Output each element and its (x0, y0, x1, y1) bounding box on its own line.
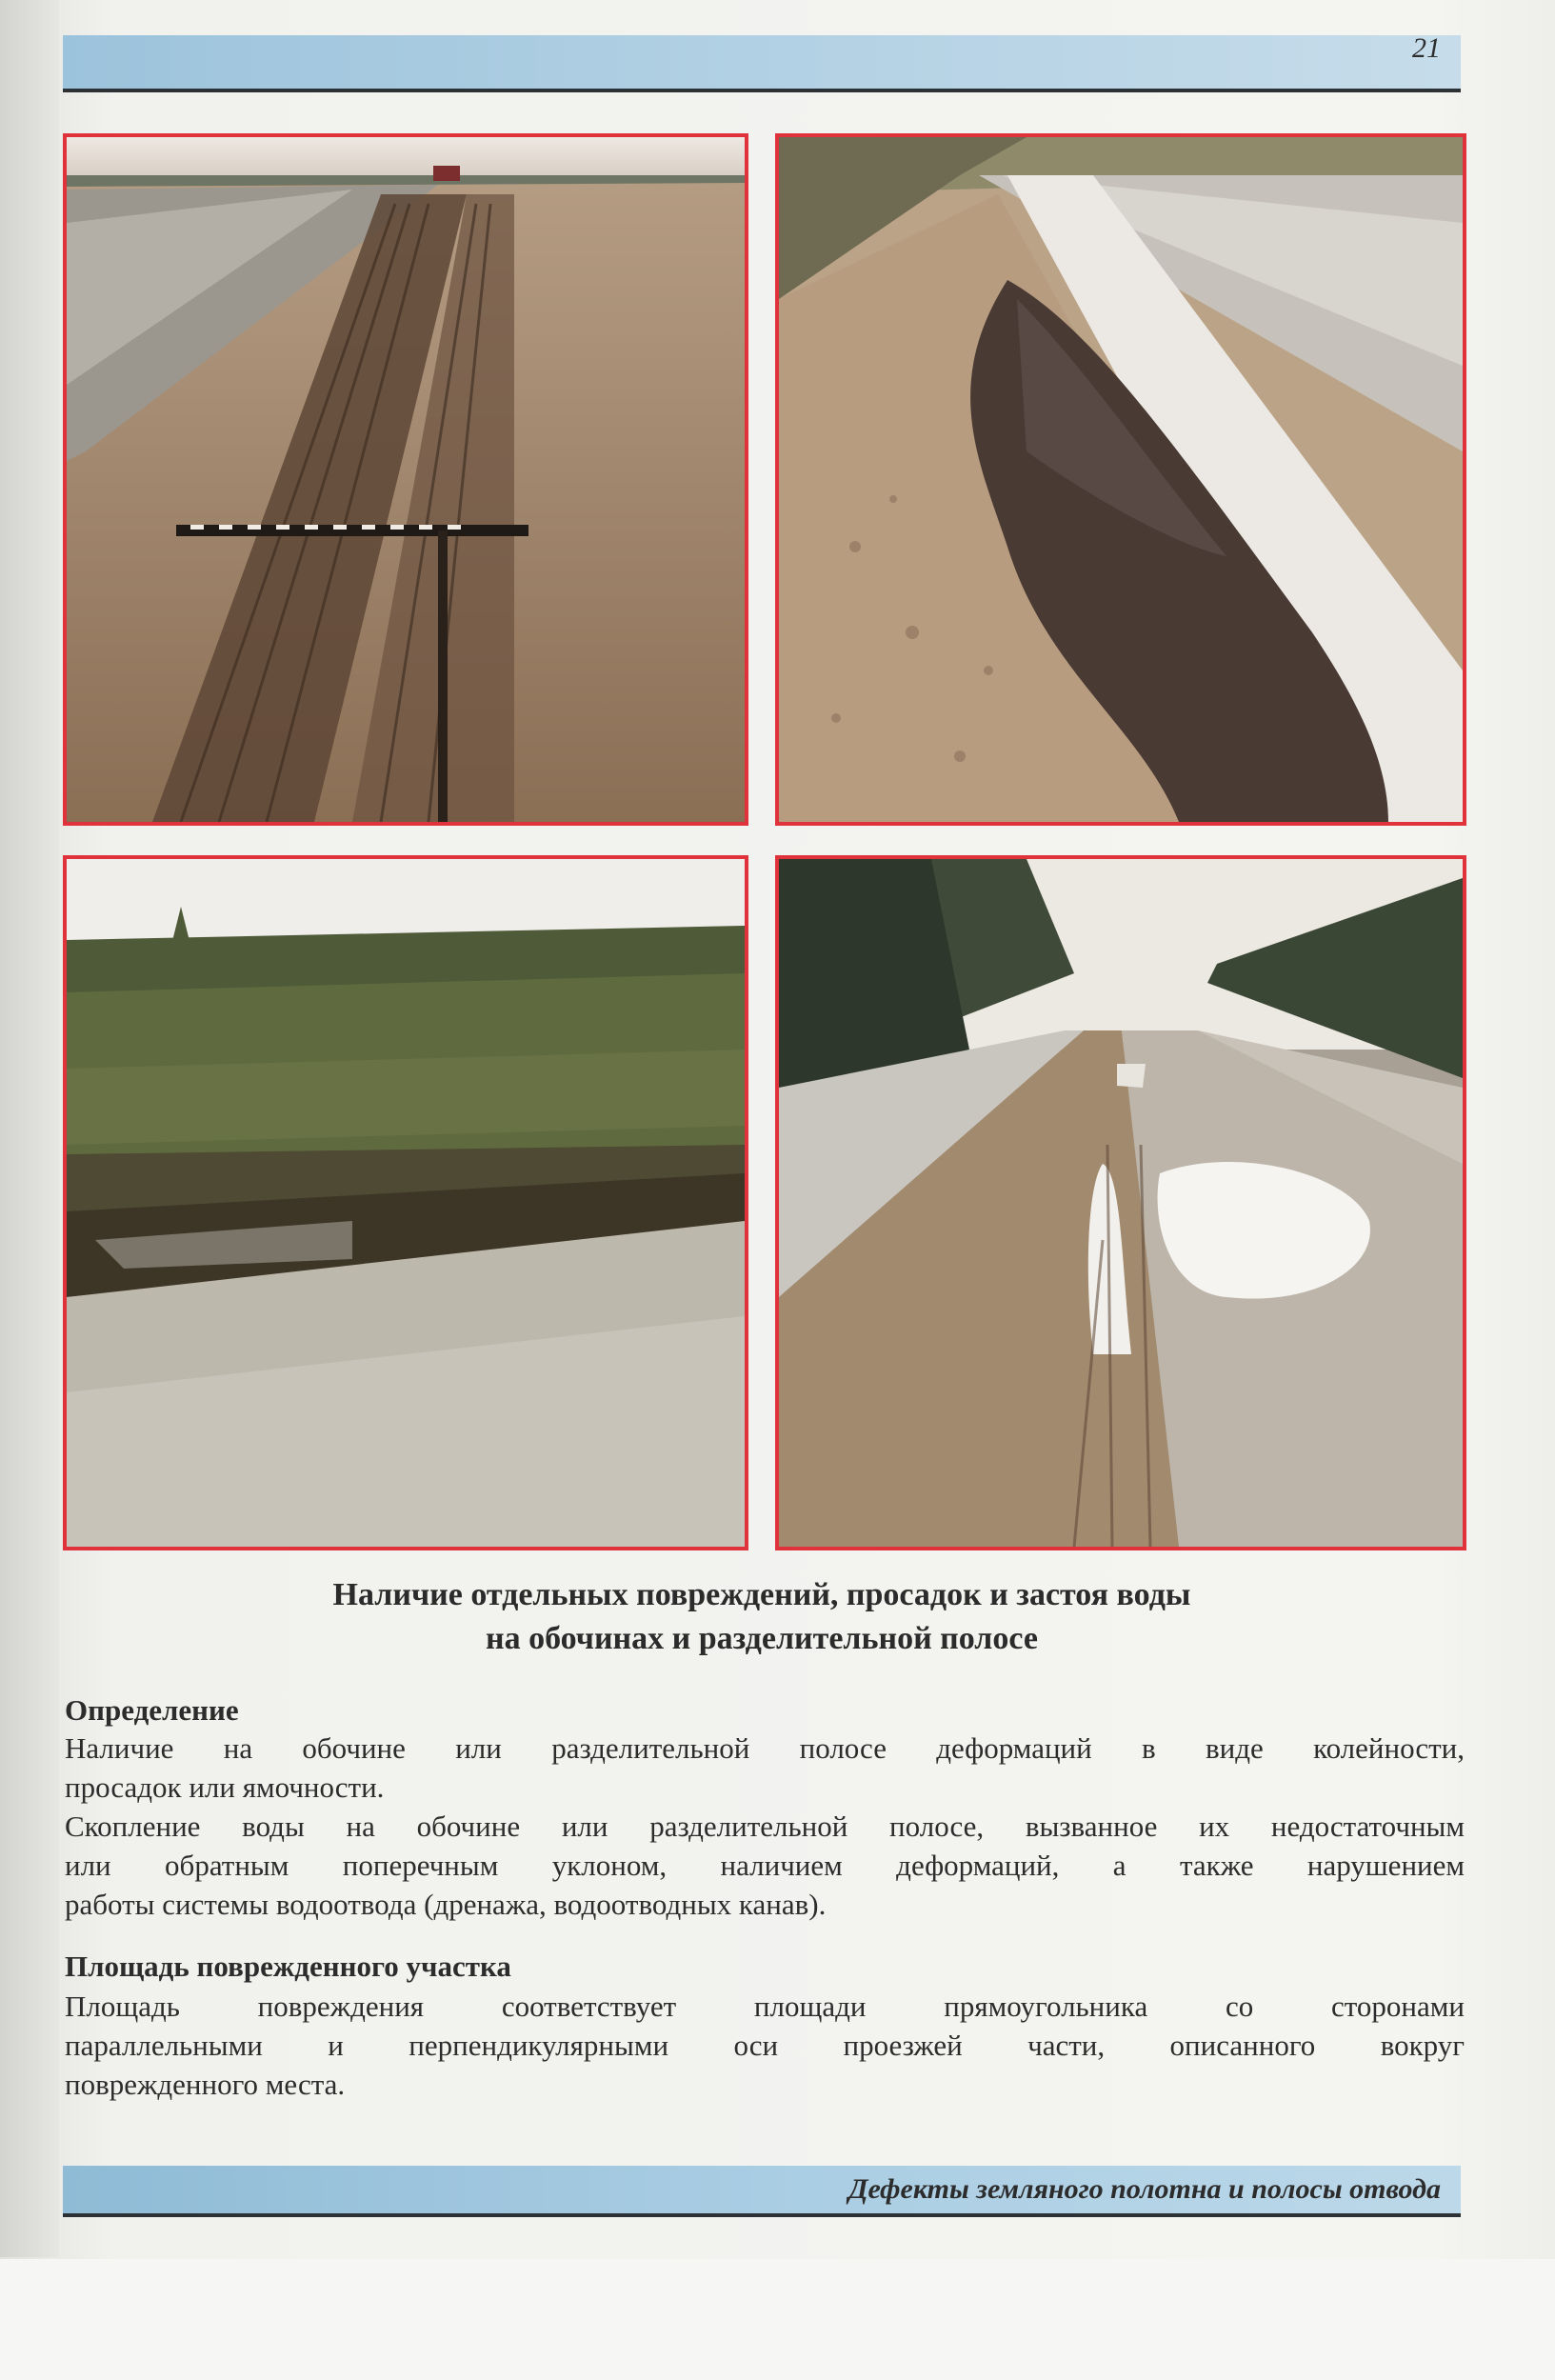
photo-water-on-shoulder (775, 133, 1466, 826)
header-rule (63, 89, 1461, 92)
definition-p2-line-3: работы системы водоотвода (дренажа, водоотводных канав). (65, 1888, 827, 1921)
definition-p2-line-2: или обратным поперечным уклоном, наличием деформаций, а также нарушением (65, 1849, 1465, 1882)
section-title-line-2: на обочинах и разделительной полосе (486, 1621, 1038, 1656)
header-bar (63, 35, 1461, 89)
page-number: 21 (1412, 32, 1441, 64)
section-title-line-1: Наличие отдельных повреждений, просадок и застоя воды (332, 1577, 1191, 1612)
definition-paragraph-1 (65, 1729, 1465, 1807)
section-title (114, 1573, 1409, 1661)
area-heading: Площадь поврежденного участка (65, 1950, 511, 1983)
footer-chapter-title: Дефекты земляного полотна и полосы отвода (847, 2173, 1441, 2205)
definition-p1-line-2: просадок или ямочности. (65, 1770, 385, 1804)
footer-rule (63, 2213, 1461, 2217)
photo-rutted-shoulder (63, 133, 748, 826)
photo-roadside-puddle (63, 855, 748, 1550)
definition-p1-line-1: Наличие на обочине или разделительной полосе деформаций в виде колейности, (65, 1731, 1465, 1765)
area-line-2: параллельными и перпендикулярными оси проезжей части, описанного вокруг (65, 2029, 1465, 2062)
scan-edge-shadow (0, 0, 59, 2257)
area-line-3: поврежденного места. (65, 2068, 346, 2101)
area-paragraph (65, 1987, 1465, 2104)
definition-paragraph-2 (65, 1807, 1465, 1924)
page-bottom-margin (0, 2259, 1555, 2380)
area-line-1: Площадь повреждения соответствует площади прямоугольника со сторонами (65, 1990, 1465, 2023)
definition-heading: Определение (65, 1693, 239, 1727)
photo-divider-puddles (775, 855, 1466, 1550)
definition-p2-line-1: Скопление воды на обочине или разделительной полосе, вызванное их недостаточным (65, 1810, 1465, 1843)
